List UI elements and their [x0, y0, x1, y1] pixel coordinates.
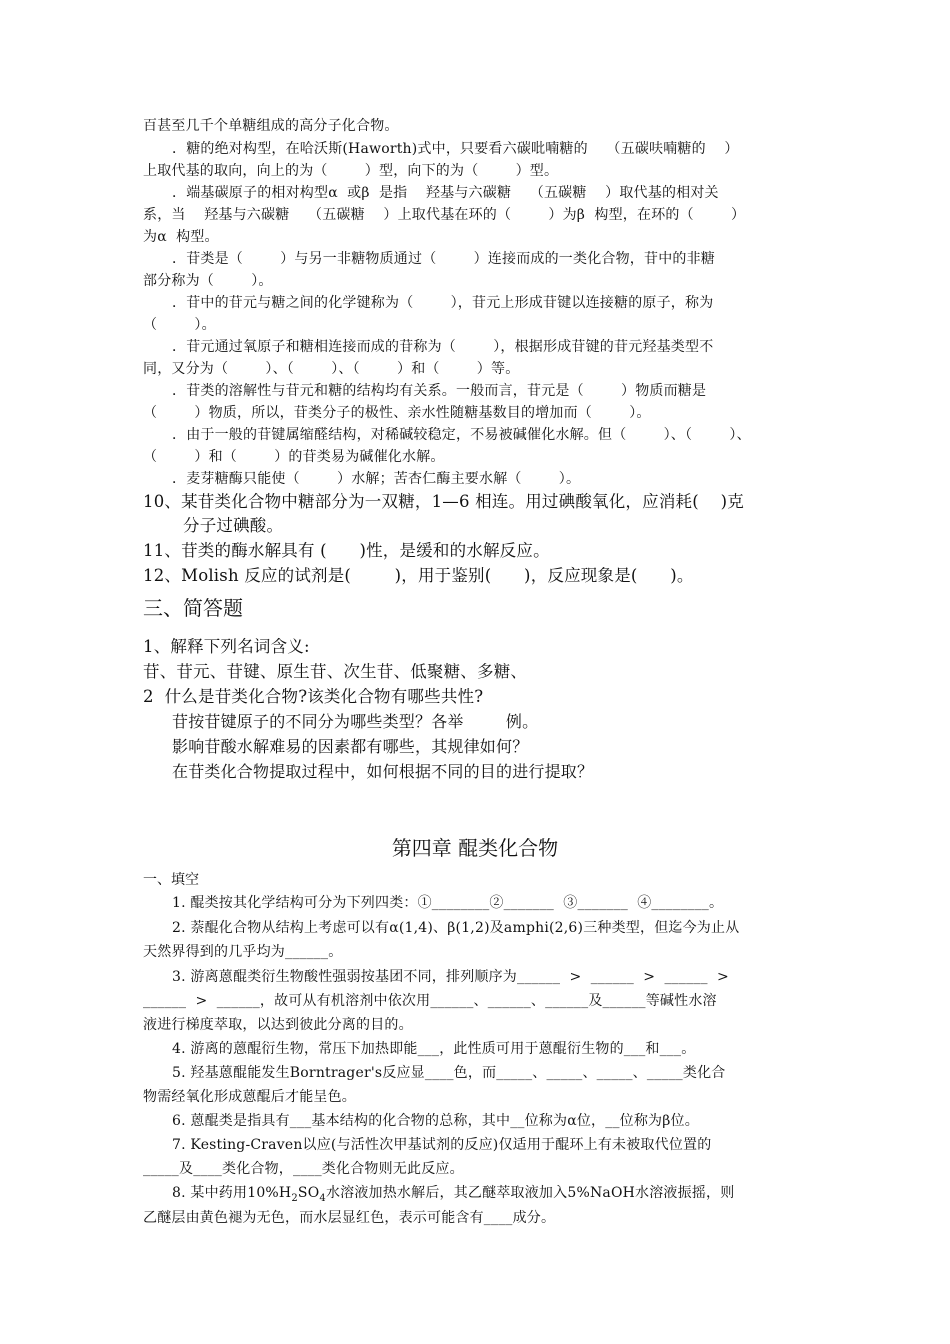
ch4-line: ______ > ______，故可从有机溶剂中依次用______、______、______及______等碱性水溶 — [143, 993, 717, 1009]
ch4-line: 2. 萘醌化合物从结构上考虑可以有α(1,4)、β(1,2)及amphi(2,6)三种类型，但迄今为止从 — [172, 920, 740, 936]
short-answer-5: 在苷类化合物提取过程中，如何根据不同的目的进行提取？ — [172, 762, 594, 781]
short-answer-1: 1、解释下列名词含义: — [143, 637, 310, 656]
text-line: 为α 构型。 — [143, 229, 219, 245]
short-answer-2: 2 什么是苷类化合物?该类化合物有哪些共性? — [143, 687, 484, 706]
text-line: 同，又分为（ ）、（ ）、（ ）和（ ）等。 — [143, 361, 520, 377]
ch4-line: 6. 蒽醌类是指具有___基本结构的化合物的总称，其中__位称为α位，__位称为β位。 — [172, 1113, 699, 1129]
question-10: 10、某苷类化合物中糖部分为一双糖，1—6 相连。用过碘酸氧化，应消耗( )克 — [143, 492, 744, 511]
text-line: （ ）。 — [143, 317, 216, 333]
ch4-q8-text: SO — [297, 1185, 320, 1201]
ch4-line: 物需经氧化形成蒽醌后才能呈色。 — [143, 1089, 356, 1105]
question-10-cont: 分子过碘酸。 — [183, 516, 284, 535]
text-line: ．糖的绝对构型，在哈沃斯(Haworth)式中，只要看六碳吡喃糖的 （五碳呋喃糖的 ） — [172, 141, 739, 157]
ch4-line: _____及____类化合物，____类化合物则无此反应。 — [143, 1161, 464, 1177]
text-line: （ ）物质，所以，苷类分子的极性、亲水性随糖基数目的增加而（ ）。 — [143, 405, 651, 421]
question-12: 12、Molish 反应的试剂是( )，用于鉴别( )，反应现象是( )。 — [143, 566, 694, 585]
subscript-2: 2 — [291, 1192, 298, 1204]
subscript-4: 4 — [319, 1192, 326, 1204]
ch4-q8-text: 水溶液加热水解后，其乙醚萃取液加入5%NaOH水溶液振摇，则 — [325, 1185, 735, 1201]
short-answer-1-terms: 苷、苷元、苷键、原生苷、次生苷、低聚糖、多糖、 — [143, 662, 528, 681]
ch4-line: 7. Kesting-Craven以应(与活性次甲基试剂的反应)仅适用于醌环上有未被取代位置的 — [172, 1137, 712, 1153]
ch4-line: 5. 羟基蒽醌能发生Borntrager's反应显____色，而_____、_____、_____、_____类化合 — [172, 1065, 726, 1081]
ch4-line: 4. 游离的蒽醌衍生物，常压下加热即能___，此性质可用于蒽醌衍生物的___和___。 — [172, 1041, 696, 1057]
ch4-line: 乙醚层由黄色褪为无色，而水层显红色，表示可能含有____成分。 — [143, 1210, 556, 1226]
section-heading-fill: 一、填空 — [143, 872, 199, 888]
text-line: 上取代基的取向，向上的为（ ）型，向下的为（ ）型。 — [143, 163, 559, 179]
text-line: ．苷元通过氧原子和糖相连接而成的苷称为（ ），根据形成苷键的苷元羟基类型不 — [172, 339, 714, 355]
ch4-line: 天然界得到的几乎均为______。 — [143, 944, 343, 960]
text-line: 系，当 羟基与六碳糖 （五碳糖 ）上取代基在环的（ ）为β 构型，在环的（ ） — [143, 207, 746, 223]
text-line: ．苷中的苷元与糖之间的化学键称为（ ），苷元上形成苷键以连接糖的原子，称为 — [172, 295, 714, 311]
text-line: ．端基碳原子的相对构型α 或β 是指 羟基与六碳糖 （五碳糖 ）取代基的相对关 — [172, 185, 719, 201]
ch4-line-8 — [172, 1183, 812, 1209]
short-answer-4: 影响苷酸水解难易的因素都有哪些，其规律如何？ — [172, 737, 529, 756]
question-11: 11、苷类的酶水解具有 ( )性，是缓和的水解反应。 — [143, 541, 550, 560]
text-line: ．苷类是（ ）与另一非糖物质通过（ ）连接而成的一类化合物，苷中的非糖 — [172, 251, 716, 267]
text-line: 部分称为（ ）。 — [143, 273, 273, 289]
ch4-q8-text: 8. 某中药用10%H — [172, 1185, 292, 1201]
text-line: ．苷类的溶解性与苷元和糖的结构均有关系。一般而言，苷元是（ ）物质而糖是 — [172, 383, 707, 399]
text-line: ．麦芽糖酶只能使（ ）水解；苦杏仁酶主要水解（ ）。 — [172, 471, 581, 487]
text-line: ．由于一般的苷键属缩醛结构，对稀碱较稳定，不易被碱催化水解。但（ ）、（ ）、 — [172, 427, 751, 443]
short-answer-3: 苷按苷键原子的不同分为哪些类型？各举 例。 — [172, 712, 539, 731]
text-line: 百甚至几千个单糖组成的高分子化合物。 — [143, 118, 399, 134]
ch4-line: 液进行梯度萃取，以达到彼此分离的目的。 — [143, 1017, 413, 1033]
ch4-line: 1. 醌类按其化学结构可分为下列四类：①________②_______ ③_______ ④________。 — [172, 895, 724, 911]
section-heading-short-answer: 三、简答题 — [143, 596, 243, 620]
ch4-line: 3. 游离蒽醌类衍生物酸性强弱按基团不同，排列顺序为______ > ______ > ______ > — [172, 969, 729, 985]
text-line: （ ）和（ ）的苷类易为碱催化水解。 — [143, 449, 445, 465]
chapter-title: 第四章 醌类化合物 — [391, 836, 559, 860]
